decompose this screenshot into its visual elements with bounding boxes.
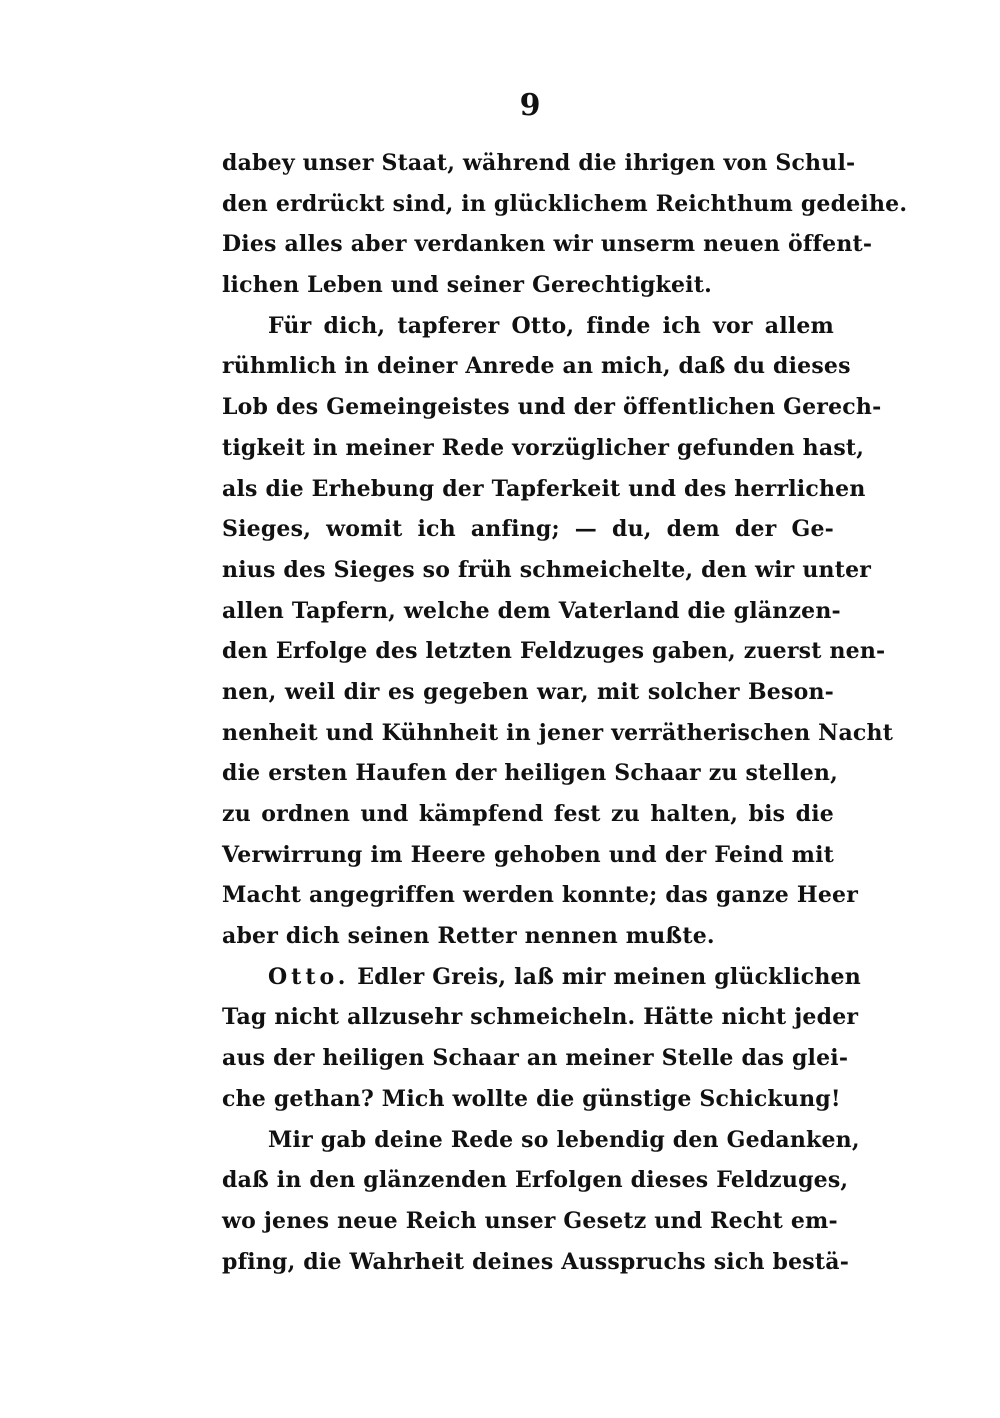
text-line xyxy=(222,346,851,387)
line-text: den erdrückt sind, in glücklichem Reichthum gedeihe. xyxy=(222,190,908,217)
line-text: che gethan? Mich wollte die günstige Schickung! xyxy=(222,1085,841,1112)
line-text: Lob des Gemeingeistes und der öffentlichen Gerech- xyxy=(222,394,882,421)
line-text: wo jenes neue Reich unser Gesetz und Recht em- xyxy=(222,1207,838,1234)
text-line xyxy=(222,957,861,998)
line-text: tigkeit in meiner Rede vorzüglicher gefunden hast, xyxy=(222,434,865,461)
text-line xyxy=(222,143,856,184)
line-text: dabey unser Staat, während die ihrigen von Schul- xyxy=(222,150,856,176)
line-text: nenheit und Kühnheit in jener verrätherischen Nacht xyxy=(222,719,894,746)
text-line xyxy=(222,1038,849,1079)
line-text: als die Erhebung der Tapferkeit und des herrlichen xyxy=(222,475,866,502)
text-line xyxy=(222,1079,841,1120)
text-line xyxy=(222,428,865,469)
text-line xyxy=(222,509,834,550)
text-line xyxy=(222,997,859,1038)
text-line xyxy=(222,1242,850,1283)
line-text: Macht angegriffen werden konnte; das ganze Heer xyxy=(222,882,859,909)
line-text: Dies alles aber verdanken wir unserm neuen öffent- xyxy=(222,231,873,258)
text-line xyxy=(222,387,882,428)
line-text: lichen Leben und seiner Gerechtigkeit. xyxy=(222,272,712,299)
line-text: aber dich seinen Retter nennen mußte. xyxy=(222,923,715,950)
text-line xyxy=(222,1160,849,1201)
text-line xyxy=(222,875,859,916)
line-text: Edler Greis, laß mir meinen glücklichen xyxy=(357,963,861,990)
line-text: aus der heiligen Schaar an meiner Stelle das glei- xyxy=(222,1045,849,1072)
text-line xyxy=(222,794,834,835)
text-line xyxy=(222,1120,860,1161)
text-line xyxy=(222,306,834,347)
text-line xyxy=(222,469,866,510)
text-line xyxy=(222,713,894,754)
speaker-name: Otto. xyxy=(268,963,350,990)
text-line xyxy=(222,753,838,794)
line-text: daß in den glänzenden Erfolgen dieses Feldzuges, xyxy=(222,1167,849,1194)
text-line xyxy=(222,835,834,876)
text-line xyxy=(222,916,834,957)
body-text xyxy=(222,143,908,1282)
line-text: Verwirrung im Heere gehoben und der Feind mit xyxy=(222,841,834,868)
text-line xyxy=(222,1201,838,1242)
line-text: die ersten Haufen der heiligen Schaar zu stellen, xyxy=(222,760,838,787)
line-text: allen Tapfern, welche dem Vaterland die glänzen- xyxy=(222,597,841,624)
text-line xyxy=(222,224,873,265)
line-text: Für dich, tapferer Otto, finde ich vor allem xyxy=(268,312,834,339)
text-line xyxy=(222,184,908,225)
text-line xyxy=(222,631,886,672)
text-line xyxy=(222,265,834,306)
line-text: zu ordnen und kämpfend fest zu halten, bis die xyxy=(222,801,834,827)
line-text: pfing, die Wahrheit deines Ausspruchs sich bestä- xyxy=(222,1248,850,1275)
line-text: Sieges, womit ich anfing; — du, dem der Ge- xyxy=(222,516,834,543)
line-text: nen, weil dir es gegeben war, mit solcher Beson- xyxy=(222,678,834,705)
line-text: Tag nicht allzusehr schmeicheln. Hätte nicht jeder xyxy=(222,1004,859,1031)
line-text: nius des Sieges so früh schmeichelte, den wir unter xyxy=(222,556,872,583)
page-number: 9 xyxy=(519,88,541,123)
text-line xyxy=(222,591,841,632)
line-text: Mir gab deine Rede so lebendig den Gedanken, xyxy=(268,1126,860,1153)
text-line xyxy=(222,672,834,713)
line-text: rühmlich in deiner Anrede an mich, daß du dieses xyxy=(222,353,851,380)
text-line xyxy=(222,550,872,591)
line-text: den Erfolge des letzten Feldzuges gaben, zuerst nen- xyxy=(222,638,886,665)
